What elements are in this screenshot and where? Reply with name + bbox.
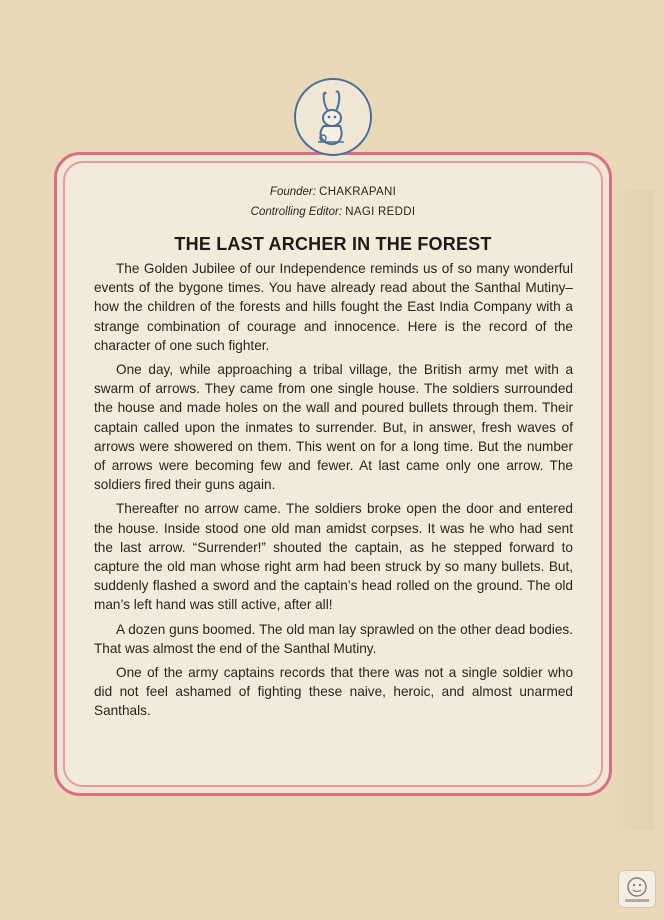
article-paragraph: The Golden Jubilee of our Independence reminds us of so many wonderful events of the bygone times. You have already read about the Santhal Mutiny–how the children of the forests and hills fought the East India Company with a strange combination of courage and innocence. Here is the record of the character of one such fighter. bbox=[94, 261, 573, 353]
article-title: THE LAST ARCHER IN THE FOREST bbox=[174, 234, 492, 254]
article-paragraph: One of the army captains records that there was not a single soldier who did not feel ashamed of fighting these naive, heroic, and almost unarmed Santhals. bbox=[94, 665, 573, 719]
rabbit-logo-icon bbox=[294, 78, 372, 156]
faded-masthead-bleedthrough bbox=[70, 22, 590, 82]
article-paragraph: Thereafter no arrow came. The soldiers broke open the door and entered the house. Inside stood one old man amidst corpses. It was he who had sent the last arrow. “Surrender!” shouted the captain, as he stepped forward to capture the old man whose right arm had been struck by so many bullets. But, suddenly flashed a sword and the captain’s head rolled on the ground. The old man’s left hand was still active, after all! bbox=[94, 501, 573, 613]
editor-label: Controlling Editor: bbox=[250, 206, 343, 218]
founder-line bbox=[60, 182, 606, 202]
article-body bbox=[94, 259, 573, 726]
scanner-watermark-icon bbox=[618, 870, 656, 908]
founder-label: Founder: bbox=[269, 186, 316, 198]
editor-line bbox=[60, 202, 606, 222]
founder-name: CHAKRAPANI bbox=[319, 186, 397, 198]
editor-name: NAGI REDDI bbox=[345, 206, 416, 218]
faded-side-bleedthrough bbox=[606, 190, 654, 830]
masthead-credits bbox=[60, 182, 606, 222]
article-paragraph: One day, while approaching a tribal village, the British army met with a swarm of arrows. They came from one single house. The soldiers surrounded the house and made holes on the wall and poured bullets through them. Their captain called upon the inmates to surrender. But, in answer, fresh waves of arrows were showered on them. This went on for a long time. But the number of arrows were becoming few and fewer. At last came only one arrow. The soldiers fired their guns again. bbox=[94, 362, 573, 493]
article-paragraph: A dozen guns boomed. The old man lay sprawled on the other dead bodies. That was almost the end of the Santhal Mutiny. bbox=[94, 621, 573, 656]
